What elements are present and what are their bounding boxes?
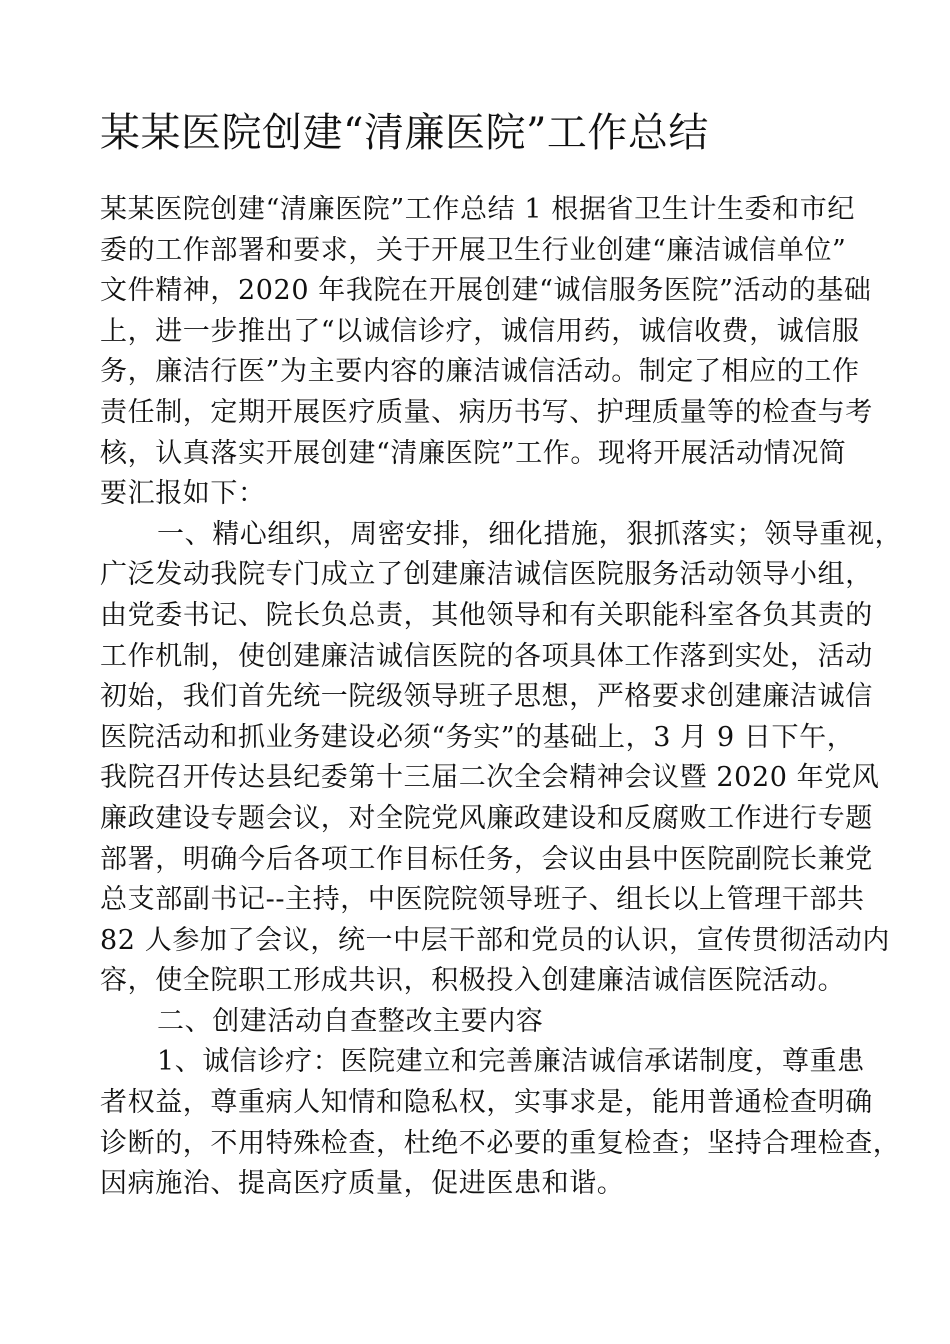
body-line: 医院活动和抓业务建设必须“务实”的基础上，3 月 9 日下午， xyxy=(100,721,855,753)
body-line: 文件精神，2020 年我院在开展创建“诚信服务医院”活动的基础 xyxy=(100,275,872,307)
body-line: 责任制，定期开展医疗质量、病历书写、护理质量等的检查与考 xyxy=(100,396,873,428)
document-title: 某某医院创建“清廉医院”工作总结 xyxy=(100,110,709,156)
body-line: 82 人参加了会议，统一中层干部和党员的认识，宣传贯彻活动内 xyxy=(100,924,890,956)
body-line: 要汇报如下： xyxy=(100,478,266,510)
section-heading-line: 二、创建活动自查整改主要内容 xyxy=(157,1005,544,1037)
body-line: 我院召开传达县纪委第十三届二次全会精神会议暨 2020 年党风 xyxy=(100,762,880,794)
body-line: 容，使全院职工形成共识，积极投入创建廉洁诚信医院活动。 xyxy=(100,965,846,997)
body-line: 初始，我们首先统一院级领导班子思想，严格要求创建廉洁诚信 xyxy=(100,681,873,713)
body-line: 广泛发动我院专门成立了创建廉洁诚信医院服务活动领导小组， xyxy=(100,559,873,591)
body-line: 部署，明确今后各项工作目标任务，会议由县中医院副院长兼党 xyxy=(100,843,873,875)
body-line: 某某医院创建“清廉医院”工作总结 1 根据省卫生计生委和市纪 xyxy=(100,194,855,225)
body-line: 廉政建设专题会议，对全院党风廉政建设和反腐败工作进行专题 xyxy=(100,802,873,834)
section-heading-line: 一、精心组织，周密安排，细化措施，狠抓落实；领导重视， xyxy=(157,518,903,550)
subsection-line: 1、诚信诊疗：医院建立和完善廉洁诚信承诺制度，尊重患 xyxy=(157,1046,865,1078)
body-line: 因病施治、提高医疗质量，促进医患和谐。 xyxy=(100,1168,625,1200)
body-line: 上，进一步推出了“以诚信诊疗，诚信用药，诚信收费，诚信服 xyxy=(100,315,860,347)
body-line: 工作机制，使创建廉洁诚信医院的各项具体工作落到实处，活动 xyxy=(100,640,873,672)
body-line: 核，认真落实开展创建“清廉医院”工作。现将开展活动情况简 xyxy=(100,437,847,469)
body-line: 委的工作部署和要求，关于开展卫生行业创建“廉洁诚信单位” xyxy=(100,234,847,266)
body-line: 者权益，尊重病人知情和隐私权，实事求是，能用普通检查明确 xyxy=(100,1087,873,1119)
body-line: 务，廉洁行医”为主要内容的廉洁诚信活动。制定了相应的工作 xyxy=(100,356,860,388)
document-body xyxy=(100,190,903,1205)
body-line: 总支部副书记--主持，中医院院领导班子、组长以上管理干部共 xyxy=(100,884,865,916)
body-line: 诊断的，不用特殊检查，杜绝不必要的重复检查；坚持合理检查， xyxy=(100,1127,901,1159)
body-line: 由党委书记、院长负总责，其他领导和有关职能科室各负其责的 xyxy=(100,599,873,631)
